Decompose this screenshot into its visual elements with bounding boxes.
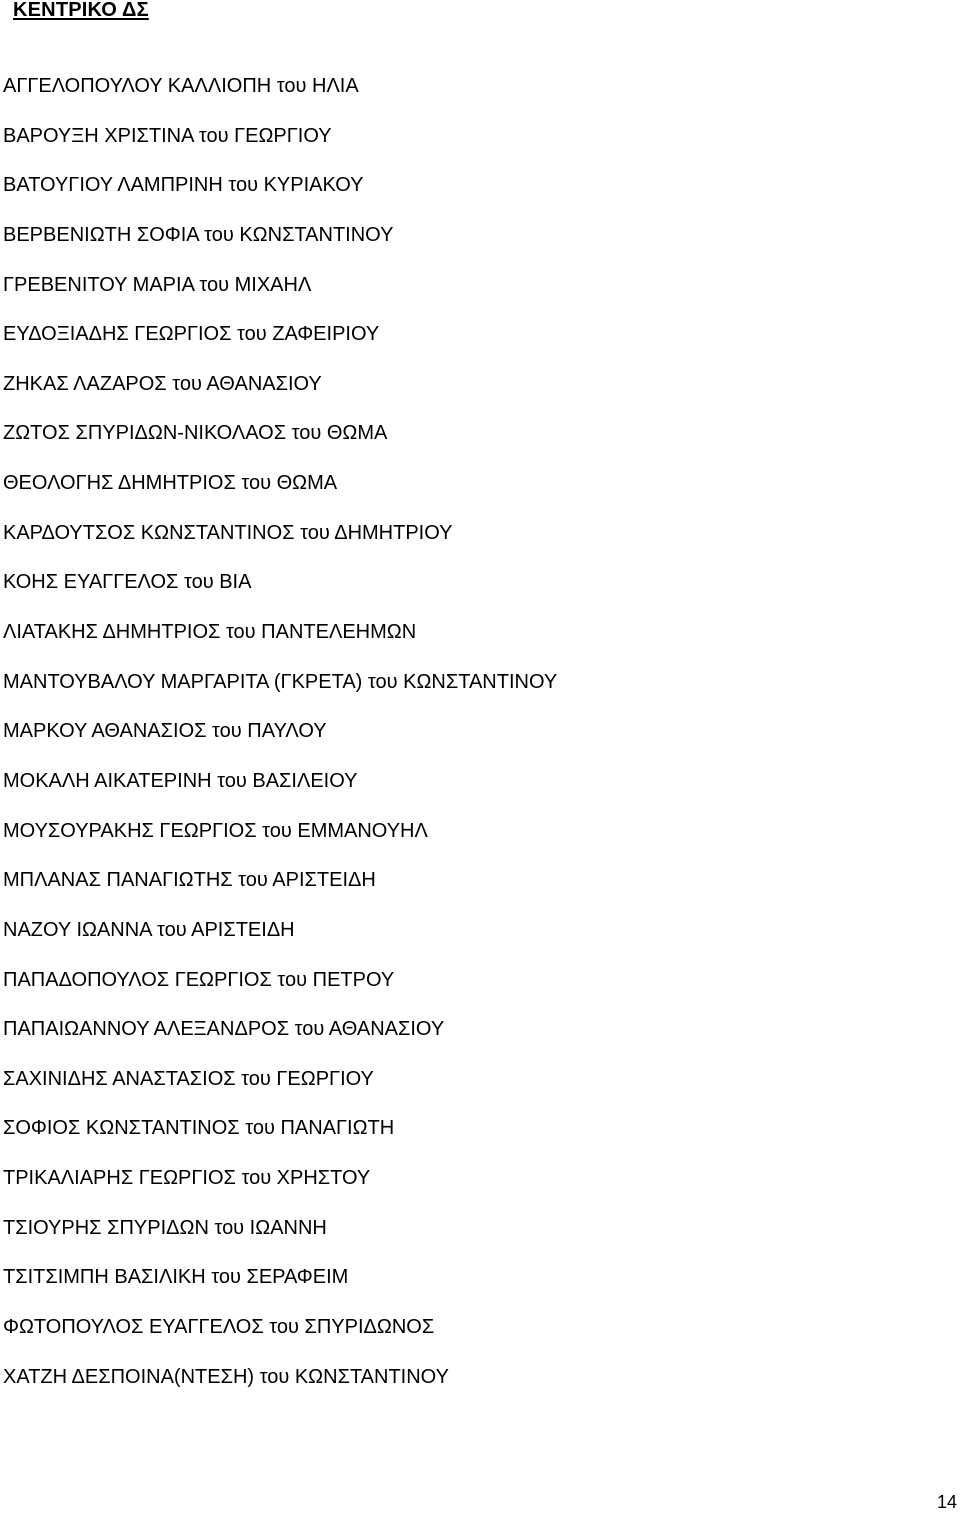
list-item: ΚΟΗΣ ΕΥΑΓΓΕΛΟΣ του ΒΙΑ (3, 571, 252, 594)
list-item: ΤΣΙΟΥΡΗΣ ΣΠΥΡΙΔΩΝ του ΙΩΑΝΝΗ (3, 1216, 327, 1239)
list-item: ΚΑΡΔΟΥΤΣΟΣ ΚΩΝΣΤΑΝΤΙΝΟΣ του ΔΗΜΗΤΡΙΟΥ (3, 521, 453, 544)
page-number: 14 (936, 1492, 957, 1512)
list-item: ΣΑΧΙΝΙΔΗΣ ΑΝΑΣΤΑΣΙΟΣ του ΓΕΩΡΓΙΟΥ (3, 1067, 374, 1090)
name-list (3, 73, 557, 1413)
list-item: ΤΣΙΤΣΙΜΠΗ ΒΑΣΙΛΙΚΗ του ΣΕΡΑΦΕΙΜ (3, 1266, 349, 1289)
list-item: ΝΑΖΟΥ ΙΩΑΝΝΑ του ΑΡΙΣΤΕΙΔΗ (3, 918, 295, 941)
list-item: ΠΑΠΑΔΟΠΟΥΛΟΣ ΓΕΩΡΓΙΟΣ του ΠΕΤΡΟΥ (3, 968, 395, 991)
list-item: ΒΑΤΟΥΓΙΟΥ ΛΑΜΠΡΙΝΗ του ΚΥΡΙΑΚΟΥ (3, 174, 364, 197)
list-item: ΖΩΤΟΣ ΣΠΥΡΙΔΩΝ-ΝΙΚΟΛΑΟΣ του ΘΩΜΑ (3, 422, 388, 445)
page-title: ΚΕΝΤΡΙΚΟ ΔΣ (13, 0, 149, 21)
list-item: ΦΩΤΟΠΟΥΛΟΣ ΕΥΑΓΓΕΛΟΣ του ΣΠΥΡΙΔΩΝΟΣ (3, 1316, 435, 1339)
list-item: ΜΟΥΣΟΥΡΑΚΗΣ ΓΕΩΡΓΙΟΣ του ΕΜΜΑΝΟΥΗΛ (3, 819, 428, 842)
list-item: ΣΟΦΙΟΣ ΚΩΝΣΤΑΝΤΙΝΟΣ του ΠΑΝΑΓΙΩΤΗ (3, 1117, 395, 1140)
list-item: ΤΡΙΚΑΛΙΑΡΗΣ ΓΕΩΡΓΙΟΣ του ΧΡΗΣΤΟΥ (3, 1167, 371, 1190)
list-item: ΕΥΔΟΞΙΑΔΗΣ ΓΕΩΡΓΙΟΣ του ΖΑΦΕΙΡΙΟΥ (3, 323, 380, 346)
list-item: ΜΠΛΑΝΑΣ ΠΑΝΑΓΙΩΤΗΣ του ΑΡΙΣΤΕΙΔΗ (3, 869, 376, 892)
list-item: ΖΗΚΑΣ ΛΑΖΑΡΟΣ του ΑΘΑΝΑΣΙΟΥ (3, 372, 322, 395)
list-item: ΒΕΡΒΕΝΙΩΤΗ ΣΟΦΙΑ του ΚΩΝΣΤΑΝΤΙΝΟΥ (3, 223, 394, 246)
list-item: ΜΑΡΚΟΥ ΑΘΑΝΑΣΙΟΣ του ΠΑΥΛΟΥ (3, 720, 327, 743)
list-item: ΑΓΓΕΛΟΠΟΥΛΟΥ ΚΑΛΛΙΟΠΗ του ΗΛΙΑ (3, 75, 359, 97)
list-item: ΜΑΝΤΟΥΒΑΛΟΥ ΜΑΡΓΑΡΙΤΑ (ΓΚΡΕΤΑ) του ΚΩΝΣΤΑΝΤΙΝΟΥ (3, 670, 558, 693)
list-item: ΛΙΑΤΑΚΗΣ ΔΗΜΗΤΡΙΟΣ του ΠΑΝΤΕΛΕΗΜΩΝ (3, 621, 417, 644)
list-item: ΘΕΟΛΟΓΗΣ ΔΗΜΗΤΡΙΟΣ του ΘΩΜΑ (3, 472, 338, 495)
list-item: ΒΑΡΟΥΞΗ ΧΡΙΣΤΙΝΑ του ΓΕΩΡΓΙΟΥ (3, 124, 332, 147)
list-item: ΜΟΚΑΛΗ ΑΙΚΑΤΕΡΙΝΗ του ΒΑΣΙΛΕΙΟΥ (3, 769, 358, 792)
list-item: ΓΡΕΒΕΝΙΤΟΥ ΜΑΡΙΑ του ΜΙΧΑΗΛ (3, 273, 312, 296)
list-item: ΧΑΤΖΗ ΔΕΣΠΟΙΝΑ(ΝΤΕΣΗ) του ΚΩΝΣΤΑΝΤΙΝΟΥ (3, 1365, 449, 1388)
list-item: ΠΑΠΑΙΩΑΝΝΟΥ ΑΛΕΞΑΝΔΡΟΣ του ΑΘΑΝΑΣΙΟΥ (3, 1018, 445, 1041)
